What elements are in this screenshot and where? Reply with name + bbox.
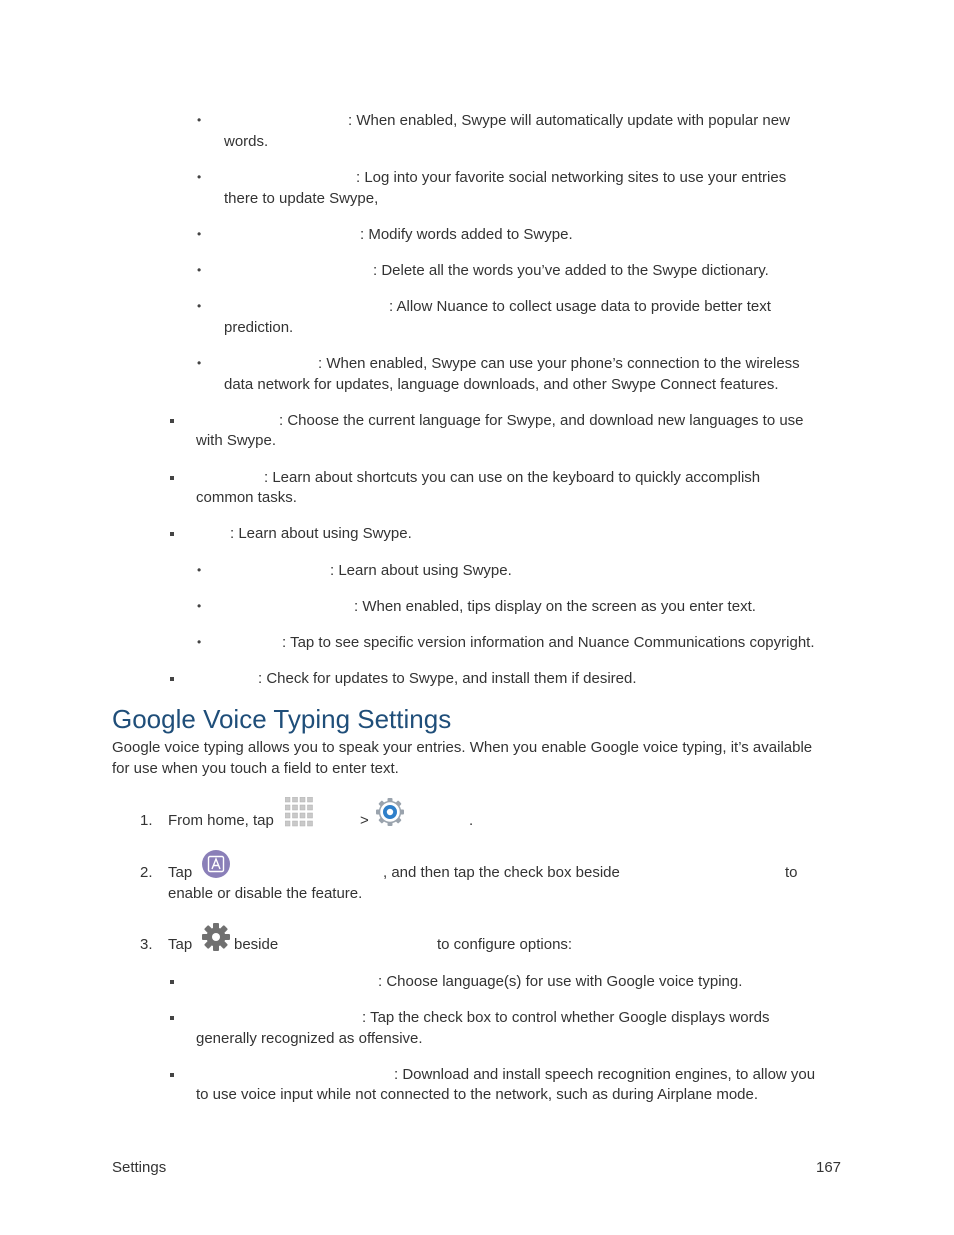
- item-text: : Choose the current language for Swype, and download new languages to use: [279, 412, 804, 429]
- settings-gear-icon: [375, 797, 405, 831]
- item-text: : Check for updates to Swype, and install them if desired.: [258, 670, 637, 687]
- option-text: : Choose language(s) for use with Google voice typing.: [378, 973, 743, 990]
- bullet-square: [170, 677, 174, 681]
- item-text: : Learn about shortcuts you can use on the keyboard to quickly accomplish: [264, 469, 761, 486]
- bullet-text: prediction.: [224, 319, 294, 336]
- bullet-dot: •: [197, 263, 202, 277]
- step-number: 3.: [140, 936, 153, 953]
- item-text: with Swype.: [196, 432, 277, 449]
- bullet-dot: •: [197, 299, 202, 313]
- bullet-dot: •: [197, 356, 202, 370]
- bullet-text: words.: [224, 133, 269, 150]
- bullet-text: : Modify words added to Swype.: [360, 226, 573, 243]
- step-text: From home, tap: [168, 812, 274, 829]
- section-title: Google Voice Typing Settings: [112, 704, 452, 734]
- option-text: : Tap the check box to control whether Google displays words: [362, 1009, 770, 1026]
- bullet-square: [170, 532, 174, 536]
- step-text: .: [469, 812, 474, 829]
- bullet-text: : Tap to see specific version information and Nuance Communications copyright.: [282, 634, 815, 651]
- apps-grid-icon: [285, 797, 313, 831]
- gear-icon: [201, 922, 231, 956]
- step-text: to: [785, 864, 798, 881]
- step-number: 2.: [140, 864, 153, 881]
- item-text: common tasks.: [196, 489, 297, 506]
- intro-paragraph: for use when you touch a field to enter text.: [112, 760, 399, 777]
- bullet-dot: •: [197, 563, 202, 577]
- option-text: generally recognized as offensive.: [196, 1030, 423, 1047]
- item-text: : Learn about using Swype.: [230, 525, 412, 542]
- bullet-square: [170, 476, 174, 480]
- step-text: Tap: [168, 864, 193, 881]
- step-number: 1.: [140, 812, 153, 829]
- step-text: beside: [234, 936, 279, 953]
- option-text: : Download and install speech recognition engines, to allow you: [394, 1066, 816, 1083]
- bullet-dot: •: [197, 635, 202, 649]
- bullet-dot: •: [197, 113, 202, 127]
- option-text: to use voice input while not connected to the network, such as during Airplane mode.: [196, 1086, 759, 1103]
- bullet-dot: •: [197, 170, 202, 184]
- bullet-text: : Allow Nuance to collect usage data to provide better text: [389, 298, 771, 315]
- footer-section-label: Settings: [112, 1159, 167, 1176]
- bullet-dot: •: [197, 227, 202, 241]
- bullet-text: : Delete all the words you’ve added to the Swype dictionary.: [373, 262, 769, 279]
- step-text: Tap: [168, 936, 193, 953]
- bullet-square: [170, 1073, 174, 1077]
- bullet-text: : Learn about using Swype.: [330, 562, 512, 579]
- step-text: enable or disable the feature.: [168, 885, 363, 902]
- bullet-square: [170, 419, 174, 423]
- step-text: , and then tap the check box beside: [383, 864, 620, 881]
- bullet-square: [170, 980, 174, 984]
- bullet-text: : When enabled, Swype can use your phone’s connection to the wireless: [318, 355, 800, 372]
- bullet-text: : When enabled, Swype will automatically update with popular new: [348, 112, 790, 129]
- bullet-text: : When enabled, tips display on the screen as you enter text.: [354, 598, 756, 615]
- footer-page-number: 167: [816, 1159, 842, 1176]
- bullet-square: [170, 1016, 174, 1020]
- bullet-text: there to update Swype,: [224, 190, 379, 207]
- step-text: >: [360, 812, 369, 829]
- bullet-text: data network for updates, language downloads, and other Swype Connect features.: [224, 376, 779, 393]
- bullet-text: : Log into your favorite social networking sites to use your entries: [356, 169, 787, 186]
- intro-paragraph: Google voice typing allows you to speak your entries. When you enable Google voice typing, it’s available: [112, 739, 813, 756]
- bullet-dot: •: [197, 599, 202, 613]
- language-input-icon: [201, 849, 231, 883]
- step-text: to configure options:: [437, 936, 573, 953]
